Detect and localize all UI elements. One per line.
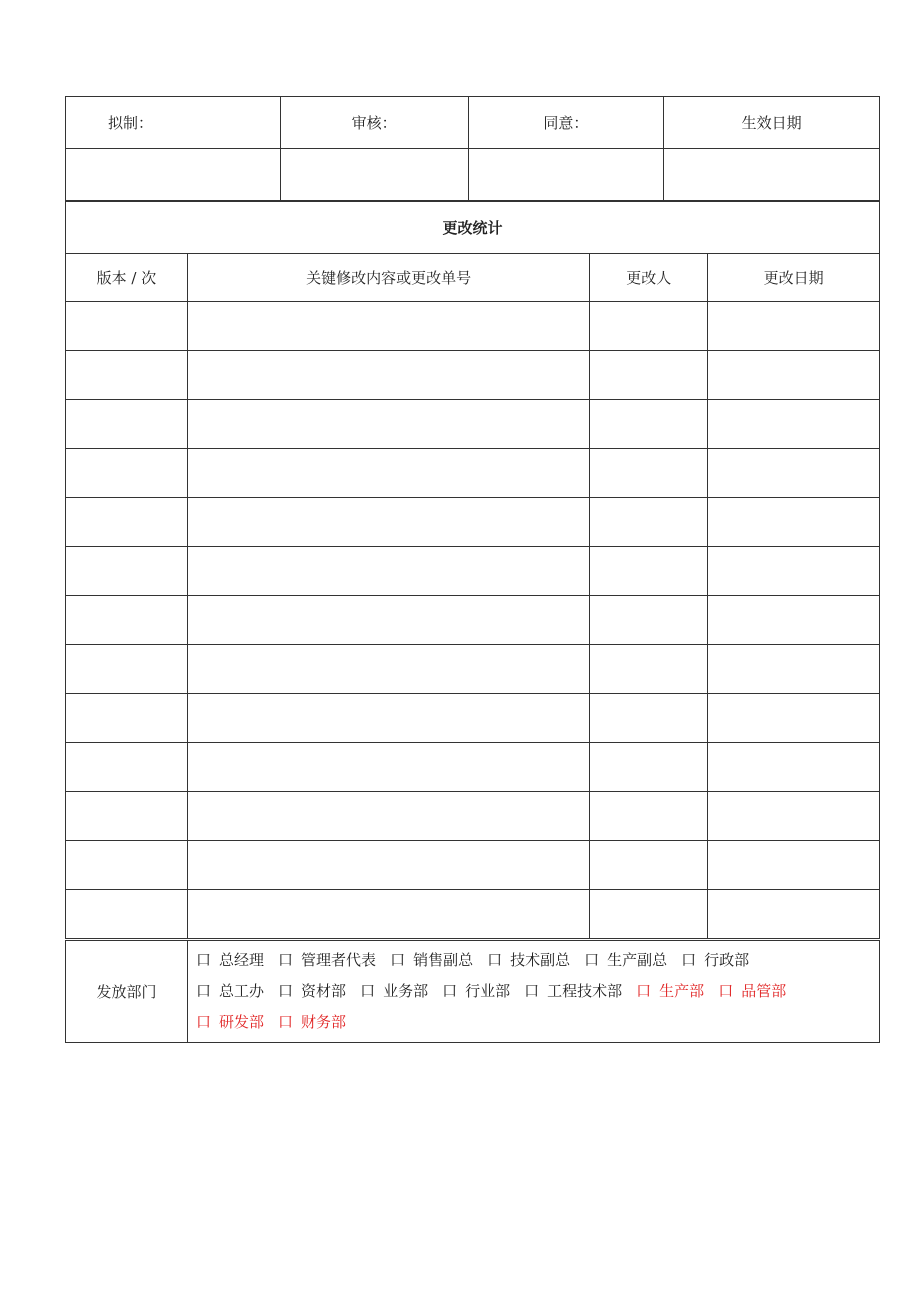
checkbox-icon[interactable]: 口 <box>196 951 212 969</box>
version-cell[interactable] <box>66 890 188 939</box>
department-option[interactable] <box>718 976 786 1007</box>
changer-cell[interactable] <box>590 400 708 449</box>
distribution-row <box>66 941 880 1043</box>
effective-date-cell[interactable] <box>664 149 880 201</box>
department-option[interactable] <box>278 1007 346 1038</box>
change-date-cell[interactable] <box>708 351 880 400</box>
content-cell[interactable] <box>187 792 589 841</box>
change-date-cell[interactable] <box>708 890 880 939</box>
changer-cell[interactable] <box>590 498 708 547</box>
version-cell[interactable] <box>66 792 188 841</box>
table-row <box>66 792 880 841</box>
department-option[interactable] <box>584 945 667 976</box>
department-label: 财务部 <box>301 1013 347 1031</box>
department-option[interactable] <box>390 945 473 976</box>
department-option[interactable] <box>487 945 570 976</box>
department-option[interactable] <box>636 976 704 1007</box>
department-label: 业务部 <box>383 982 429 1000</box>
department-label: 总工办 <box>219 982 265 1000</box>
department-label: 资材部 <box>301 982 347 1000</box>
changer-cell[interactable] <box>590 547 708 596</box>
changer-cell[interactable] <box>590 449 708 498</box>
table-row <box>66 302 880 351</box>
table-row <box>66 400 880 449</box>
change-date-cell[interactable] <box>708 449 880 498</box>
table-row <box>66 498 880 547</box>
content-cell[interactable] <box>187 302 589 351</box>
draft-label: 拟制： <box>66 97 281 149</box>
checkbox-icon[interactable]: 口 <box>196 982 212 1000</box>
version-cell[interactable] <box>66 400 188 449</box>
department-label: 工程技术部 <box>547 982 623 1000</box>
department-label: 行政部 <box>704 951 750 969</box>
review-label: 审核： <box>280 97 468 149</box>
department-option[interactable] <box>278 976 346 1007</box>
content-cell[interactable] <box>187 743 589 792</box>
version-cell[interactable] <box>66 449 188 498</box>
changer-cell[interactable] <box>590 694 708 743</box>
version-cell[interactable] <box>66 645 188 694</box>
department-line <box>196 976 879 1007</box>
distribution-label: 发放部门 <box>66 941 188 1043</box>
approval-label-row <box>66 97 880 149</box>
changer-cell[interactable] <box>590 792 708 841</box>
table-row <box>66 596 880 645</box>
table-row <box>66 694 880 743</box>
department-label: 品管部 <box>741 982 787 1000</box>
table-row <box>66 890 880 939</box>
department-line <box>196 1007 879 1038</box>
changer-cell[interactable] <box>590 596 708 645</box>
checkbox-icon[interactable]: 口 <box>636 982 652 1000</box>
department-label: 技术副总 <box>510 951 571 969</box>
checkbox-icon[interactable]: 口 <box>718 982 734 1000</box>
table-row <box>66 743 880 792</box>
approve-label: 同意： <box>468 97 664 149</box>
content-cell[interactable] <box>187 547 589 596</box>
department-option[interactable] <box>278 945 376 976</box>
checkbox-icon[interactable]: 口 <box>360 982 376 1000</box>
distribution-departments <box>188 941 880 1043</box>
approval-table <box>65 96 880 201</box>
checkbox-icon[interactable]: 口 <box>524 982 540 1000</box>
checkbox-icon[interactable]: 口 <box>390 951 406 969</box>
version-cell[interactable] <box>66 498 188 547</box>
content-cell[interactable] <box>187 400 589 449</box>
change-date-cell[interactable] <box>708 302 880 351</box>
draft-signature-cell[interactable] <box>66 149 281 201</box>
change-title-row <box>66 202 880 254</box>
changer-cell[interactable] <box>590 841 708 890</box>
content-cell[interactable] <box>187 449 589 498</box>
change-date-cell[interactable] <box>708 841 880 890</box>
department-label: 总经理 <box>219 951 265 969</box>
department-label: 生产部 <box>659 982 705 1000</box>
checkbox-icon[interactable]: 口 <box>278 982 294 1000</box>
content-cell[interactable] <box>187 890 589 939</box>
checkbox-icon[interactable]: 口 <box>487 951 503 969</box>
content-cell[interactable] <box>187 351 589 400</box>
department-option[interactable] <box>442 976 510 1007</box>
change-date-cell[interactable] <box>708 400 880 449</box>
department-option[interactable] <box>196 1007 264 1038</box>
department-label: 管理者代表 <box>301 951 377 969</box>
effective-date-label: 生效日期 <box>664 97 880 149</box>
changer-cell[interactable] <box>590 645 708 694</box>
version-cell[interactable] <box>66 351 188 400</box>
version-cell[interactable] <box>66 841 188 890</box>
changer-cell[interactable] <box>590 302 708 351</box>
department-option[interactable] <box>360 976 428 1007</box>
version-header: 版本 / 次 <box>66 254 188 302</box>
table-row <box>66 547 880 596</box>
changer-cell[interactable] <box>590 351 708 400</box>
content-cell[interactable] <box>187 841 589 890</box>
version-cell[interactable] <box>66 743 188 792</box>
change-rows <box>66 302 880 939</box>
department-label: 销售副总 <box>413 951 474 969</box>
change-date-cell[interactable] <box>708 792 880 841</box>
changer-cell[interactable] <box>590 743 708 792</box>
checkbox-icon[interactable]: 口 <box>681 951 697 969</box>
approval-signature-row <box>66 149 880 201</box>
review-signature-cell[interactable] <box>280 149 468 201</box>
change-date-cell[interactable] <box>708 547 880 596</box>
department-label: 行业部 <box>465 982 511 1000</box>
version-cell[interactable] <box>66 596 188 645</box>
department-option[interactable] <box>681 945 749 976</box>
department-option[interactable] <box>196 945 264 976</box>
checkbox-icon[interactable]: 口 <box>278 951 294 969</box>
table-row <box>66 449 880 498</box>
department-label: 生产副总 <box>607 951 668 969</box>
content-cell[interactable] <box>187 596 589 645</box>
checkbox-icon[interactable]: 口 <box>584 951 600 969</box>
change-date-cell[interactable] <box>708 498 880 547</box>
approve-signature-cell[interactable] <box>468 149 664 201</box>
changer-header: 更改人 <box>590 254 708 302</box>
change-date-header: 更改日期 <box>708 254 880 302</box>
version-cell[interactable] <box>66 547 188 596</box>
department-line <box>196 945 879 976</box>
version-cell[interactable] <box>66 694 188 743</box>
checkbox-icon[interactable]: 口 <box>442 982 458 1000</box>
content-cell[interactable] <box>187 645 589 694</box>
department-option[interactable] <box>196 976 264 1007</box>
table-row <box>66 645 880 694</box>
content-cell[interactable] <box>187 694 589 743</box>
content-cell[interactable] <box>187 498 589 547</box>
change-statistics-table <box>65 201 880 939</box>
department-option[interactable] <box>524 976 622 1007</box>
change-header-row <box>66 254 880 302</box>
distribution-table <box>65 940 880 1043</box>
change-statistics-title: 更改统计 <box>66 202 880 254</box>
change-date-cell[interactable] <box>708 596 880 645</box>
version-cell[interactable] <box>66 302 188 351</box>
content-header: 关键修改内容或更改单号 <box>187 254 589 302</box>
change-date-cell[interactable] <box>708 694 880 743</box>
table-row <box>66 351 880 400</box>
change-date-cell[interactable] <box>708 645 880 694</box>
change-date-cell[interactable] <box>708 743 880 792</box>
checkbox-icon[interactable]: 口 <box>278 1013 294 1031</box>
changer-cell[interactable] <box>590 890 708 939</box>
checkbox-icon[interactable]: 口 <box>196 1013 212 1031</box>
table-row <box>66 841 880 890</box>
department-label: 研发部 <box>219 1013 265 1031</box>
